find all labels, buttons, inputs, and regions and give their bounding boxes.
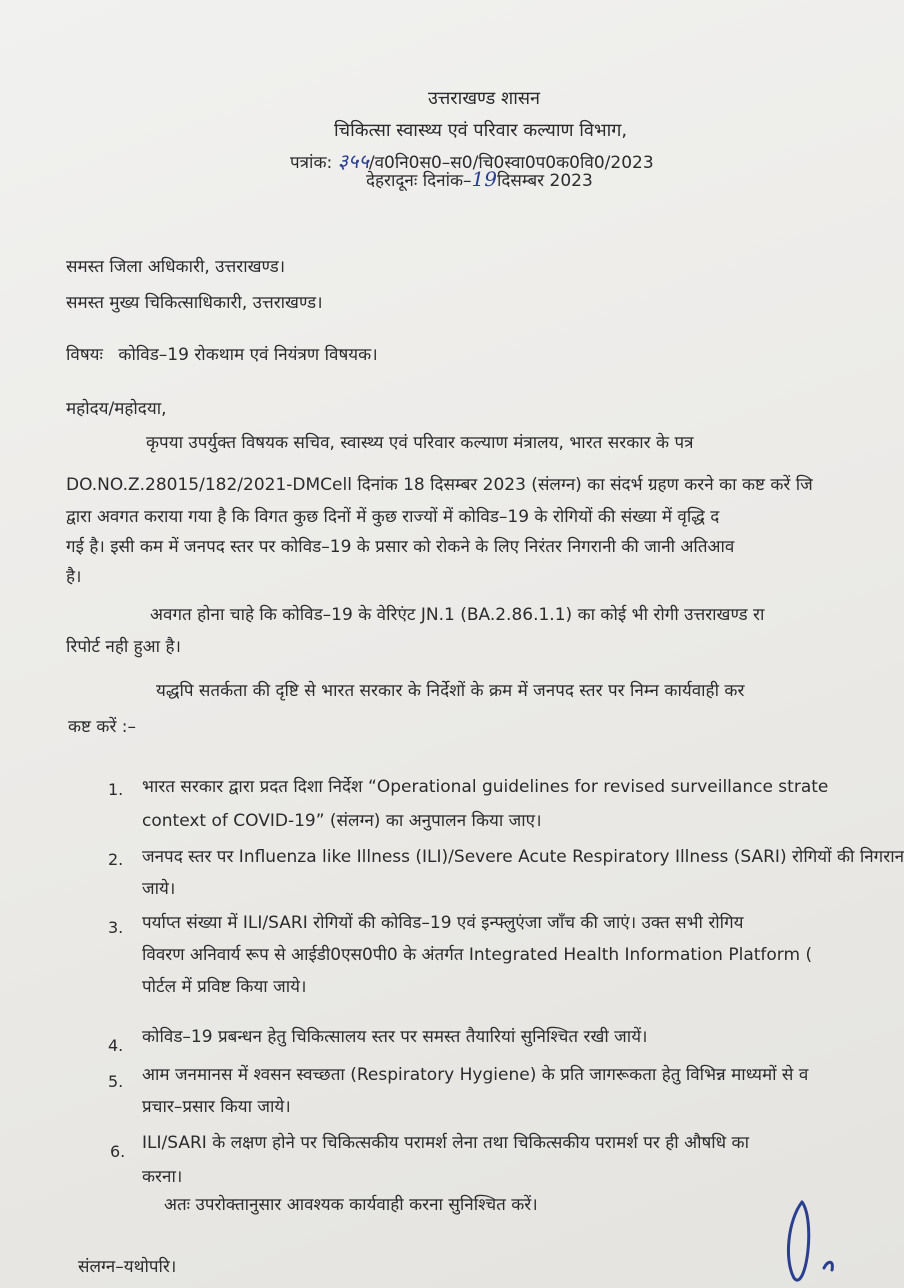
- header-government: उत्तराखण्ड शासन: [428, 88, 541, 109]
- item-number: 3.: [108, 918, 124, 937]
- subject-text: कोविड–19 रोकथाम एवं नियंत्रण विषयक।: [118, 345, 378, 365]
- item-number: 2.: [108, 850, 124, 869]
- header-department: चिकित्सा स्वास्थ्य एवं परिवार कल्याण विभाग,: [334, 120, 628, 141]
- item-number: 5.: [108, 1072, 124, 1091]
- list-item-line: पर्याप्त संख्या में ILI/SARI रोगियों की कोविड–19 एवं इन्फ्लुएंजा जाँच की जाएं। उक्त सभी रोगिय: [142, 913, 744, 933]
- list-item-line: जनपद स्तर पर Influenza like Illness (ILI)/Severe Acute Respiratory Illness (SARI) रोगियों की निगरान: [142, 847, 904, 867]
- list-item-line: कोविड–19 प्रबन्धन हेतु चिकित्सालय स्तर पर समस्त तैयारियां सुनिश्चित रखी जायें।: [142, 1027, 648, 1047]
- list-item-line: context of COVID-19” (संलग्न) का अनुपालन किया जाए।: [142, 811, 542, 831]
- list-item-line: भारत सरकार द्वारा प्रदत दिशा निर्देश “Operational guidelines for revised surveillance strate: [142, 777, 829, 797]
- place-date: [366, 168, 593, 192]
- list-item-line: प्रचार–प्रसार किया जाये।: [142, 1097, 291, 1117]
- list-item-line: आम जनमानस में श्वसन स्वच्छता (Respiratory Hygiene) के प्रति जागरूकता हेतु विभिन्न माध्यमों से व: [142, 1065, 809, 1085]
- enclosure-line: संलग्न–यथोपरि।: [78, 1257, 177, 1277]
- para1-line: गई है। इसी कम में जनपद स्तर पर कोविड–19 के प्रसार को रोकने के लिए निरंतर निगरानी की जानी अतिआव: [66, 537, 735, 557]
- para3-line: कष्ट करें :–: [68, 717, 137, 737]
- recipient-line: समस्त मुख्य चिकित्साधिकारी, उत्तराखण्ड।: [66, 293, 323, 313]
- subject-line: [66, 344, 378, 366]
- item-number: 6.: [110, 1142, 126, 1161]
- item-number: 4.: [108, 1036, 124, 1055]
- date-rest: दिसम्बर 2023: [497, 171, 593, 191]
- letter-number-rest: /व0नि0स0–स0/चि0स्वा0प0क0वि0/2023: [368, 153, 654, 173]
- list-item-line: ILI/SARI के लक्षण होने पर चिकित्सकीय परामर्श लेना तथा चिकित्सकीय परामर्श पर ही औषधि का: [142, 1133, 750, 1153]
- para2-line: रिपोर्ट नही हुआ है।: [66, 637, 181, 657]
- para3-line: यद्धपि सतर्कता की दृष्टि से भारत सरकार के निर्देशों के क्रम में जनपद स्तर पर निम्न कार्यवाही कर: [156, 681, 745, 701]
- para1-line: DO.NO.Z.28015/182/2021-DMCell दिनांक 18 दिसम्बर 2023 (संलग्न) का संदर्भ ग्रहण करने का कष्ट करें जि: [66, 475, 813, 495]
- date-handwritten: 19: [471, 167, 497, 191]
- recipient-line: समस्त जिला अधिकारी, उत्तराखण्ड।: [66, 257, 286, 277]
- para2-line: अवगत होना चाहे कि कोविड–19 के वेरिएंट JN.1 (BA.2.86.1.1) का कोई भी रोगी उत्तराखण्ड रा: [150, 605, 765, 625]
- list-item-line: करना।: [142, 1167, 183, 1187]
- para1-line: द्वारा अवगत कराया गया है कि विगत कुछ दिनों में कुछ राज्यों में कोविड–19 के रोगियों की संख्या में वृद्धि द: [66, 507, 720, 527]
- para1-line: कृपया उपर्युक्त विषयक सचिव, स्वास्थ्य एवं परिवार कल्याण मंत्रालय, भारत सरकार के पत्र: [146, 433, 694, 453]
- place-date-prefix: देहरादूनः दिनांक–: [366, 171, 472, 191]
- list-item-line: जाये।: [142, 879, 176, 899]
- subject-label: विषयः: [66, 345, 103, 365]
- list-item-line: विवरण अनिवार्य रूप से आईडी0एस0पी0 के अंतर्गत Integrated Health Information Platform (: [142, 945, 813, 965]
- para1-line: है।: [66, 567, 82, 587]
- letter-number-prefix: पत्रांक:: [290, 153, 333, 173]
- closing-line: अतः उपरोक्तानुसार आवश्यक कार्यवाही करना सुनिश्चित करें।: [164, 1195, 538, 1215]
- letter-number-handwritten: ३५५: [337, 149, 369, 173]
- signature-icon: [780, 1190, 890, 1288]
- list-item-line: पोर्टल में प्रविष्ट किया जाये।: [142, 977, 307, 997]
- salutation: महोदय/महोदया,: [66, 399, 167, 419]
- item-number: 1.: [108, 780, 124, 799]
